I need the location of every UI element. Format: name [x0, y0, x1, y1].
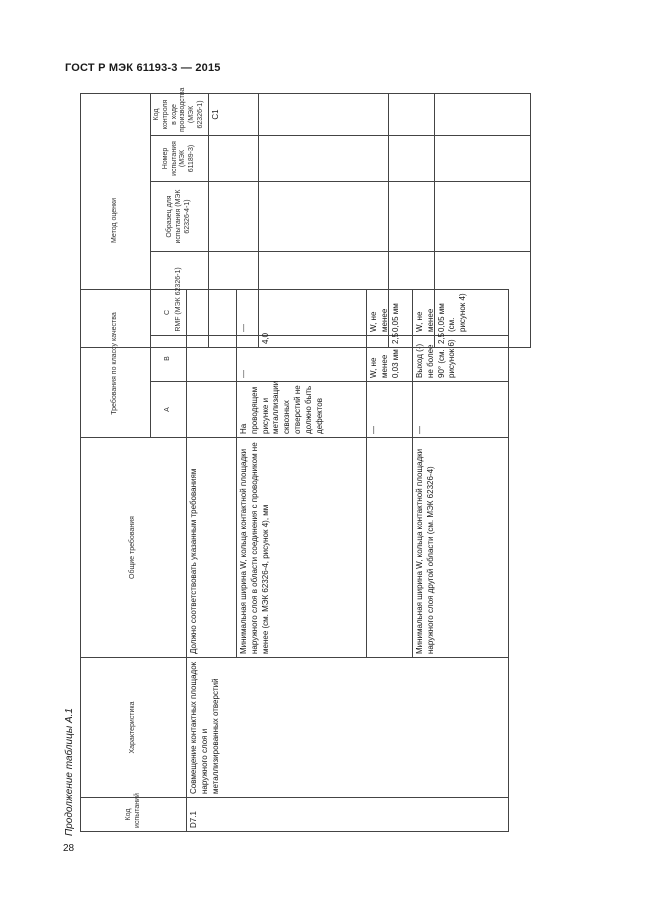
document-header: ГОСТ Р МЭК 61193-3 — 2015: [65, 62, 221, 74]
cell-test-number: [434, 136, 530, 182]
header-test-number: Номер испытания (МЭК 61189-3): [151, 136, 209, 182]
cell-rmf: 4,0: [258, 252, 388, 348]
cell-class-a: —: [413, 382, 509, 438]
cell-class-a: [187, 382, 237, 438]
cell-process-control: [258, 93, 388, 135]
header-sample: Образец для испытания (МЭК 62326-4-1): [151, 182, 209, 252]
cell-rmf: [208, 252, 258, 348]
cell-general: Минимальная ширина W, кольца контактной площадки наружного слоя в области соединения с проводником не менее (см. МЭК 62326-4, рисунок 4), мм: [237, 438, 367, 658]
cell-test-number: [388, 136, 434, 182]
cell-class-b: —: [237, 336, 367, 382]
cell-class-b: W, не менее 0,03 мм: [367, 336, 413, 382]
header-class-c: С: [151, 289, 187, 335]
cell-process-control: C1: [208, 93, 258, 135]
cell-class-a: —: [367, 382, 413, 438]
header-class-a: А: [151, 382, 187, 438]
cell-general: Минимальная ширина W, кольца контактной площадки наружного слоя другой области (см. МЭК 62326-4): [413, 438, 509, 658]
cell-class-c: W, не менее 0,05 мм (см. рисунок 4): [413, 289, 509, 335]
cell-sample: [258, 182, 388, 252]
header-characteristic: Характеристика: [81, 658, 187, 798]
cell-test-number: [258, 136, 388, 182]
cell-process-control: [434, 93, 530, 135]
method-table: [80, 87, 531, 348]
cell-general: [367, 438, 413, 658]
table-row: [388, 93, 434, 347]
cell-class-b: Выход (-) не более 90° (см. рисунок 6): [413, 336, 509, 382]
table-row: [434, 93, 530, 347]
header-class-b: В: [151, 336, 187, 382]
header-code: Код испытаний: [81, 798, 187, 832]
method-table-container: [80, 87, 508, 348]
page-number: 28: [63, 843, 75, 854]
cell-class-c: W, не менее 0,05 мм: [367, 289, 413, 335]
table-row: [208, 93, 258, 347]
cell-code: D7.1: [187, 798, 509, 832]
method-header-row-2: [151, 93, 209, 347]
cell-sample: [388, 182, 434, 252]
header-general: Общие требования: [81, 438, 187, 658]
header-quality-group: Требования по классу качества: [81, 289, 151, 437]
cell-class-c: —: [237, 289, 367, 335]
cell-sample: [434, 182, 530, 252]
table-row: [258, 93, 388, 347]
cell-characteristic: Совмещение контактных площадок наружного слоя и металлизированных отверстий: [187, 658, 509, 798]
cell-rmf: 2,5: [434, 252, 530, 348]
table-caption: Продолжение таблицы А.1: [64, 708, 75, 836]
cell-process-control: [388, 93, 434, 135]
cell-general: Должно соответствовать указанным требованиям: [187, 438, 237, 658]
cell-class-a: На проводящем рисунке и металлизации сквозных отверстий не должно быть дефектов: [237, 382, 367, 438]
header-method-group: Метод оценки: [81, 93, 151, 347]
cell-test-number: [208, 136, 258, 182]
cell-rmf: 2,5: [388, 252, 434, 348]
method-header-row-1: [81, 93, 151, 347]
cell-sample: [208, 182, 258, 252]
header-rmf: RMF (МЭК 62326-1): [151, 252, 209, 348]
header-process-control: Код контроля в ходе производства (МЭК 62326-1): [151, 93, 209, 135]
